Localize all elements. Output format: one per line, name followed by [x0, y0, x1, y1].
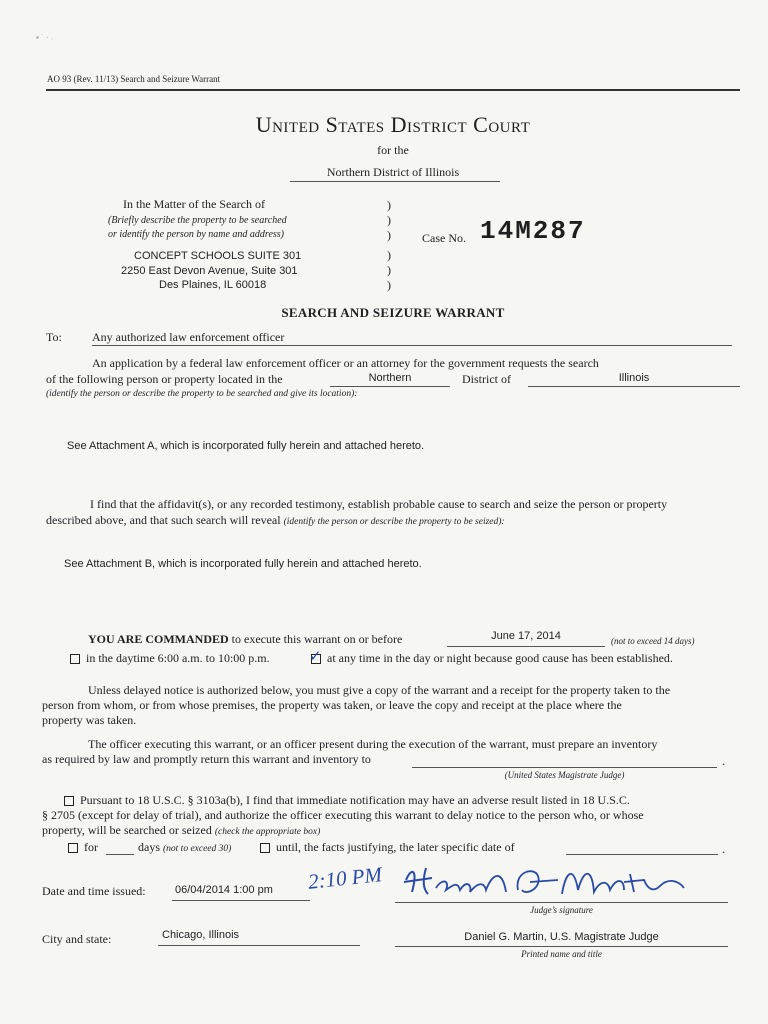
option-daytime-label: in the daytime 6:00 a.m. to 10:00 p.m. [86, 651, 270, 665]
application-note: (identify the person or describe the property to be searched and give its location): [46, 389, 358, 399]
notice-line-1: Unless delayed notice is authorized below, you must give a copy of the warrant and a receipt for the property taken to the [88, 683, 671, 697]
delay-line-1 [64, 793, 630, 808]
application-district-label: District of [462, 372, 511, 386]
application-line-2: of the following person or property located in the [46, 372, 283, 386]
delay-line-1-text: Pursuant to 18 U.S.C. § 3103a(b), I find that immediate notification may have an adverse result listed in 18 U.S.C. [80, 793, 630, 807]
until-label: until, the facts justifying, the later specific date of [276, 840, 515, 854]
judge-signature [398, 860, 693, 904]
command-date: June 17, 2014 [491, 630, 561, 642]
days-note: (not to exceed 30) [163, 844, 232, 854]
to-label: To: [46, 330, 62, 344]
application-line-1: An application by a federal law enforcement officer or an attorney for the government requests the search [92, 356, 599, 370]
delay-for-option[interactable] [68, 840, 98, 855]
matter-name: CONCEPT SCHOOLS SUITE 301 [134, 250, 302, 262]
inventory-caption: (United States Magistrate Judge) [504, 770, 625, 780]
finding-note: (identify the person or describe the property to be seized): [283, 517, 505, 527]
notice-line-3: property was taken. [42, 713, 137, 727]
option-anytime-label: at any time in the day or night because good cause has been established. [327, 651, 673, 665]
days-text [138, 840, 231, 855]
check-mark-icon: ✓ [309, 647, 322, 666]
delay-line-2: § 2705 (except for delay of trial), and authorize the officer executing this warrant to delay notice to the person who, or whose [42, 808, 644, 822]
scan-marks: ▪ ˙ · ˒ [36, 33, 54, 42]
finding-line-1: I find that the affidavit(s), or any recorded testimony, establish probable cause to search and seize the person or property [90, 497, 668, 511]
form-id: AO 93 (Rev. 11/13) Search and Seizure Warrant [47, 74, 221, 84]
days-label: days [138, 840, 160, 854]
matter-instruction-1: (Briefly describe the property to be searched [108, 215, 287, 226]
handwritten-time: 2:10 PM [306, 862, 384, 894]
days-blank[interactable] [106, 854, 134, 855]
matter-address-2: Des Plaines, IL 60018 [159, 279, 267, 291]
case-number: 14M287 [480, 216, 586, 246]
matter-heading: In the Matter of the Search of [123, 197, 265, 211]
attachment-a: See Attachment A, which is incorporated fully herein and attached hereto. [67, 440, 425, 452]
delay-line-3-text: property, will be searched or seized [42, 823, 212, 837]
matter-instruction-2: or identify the person by name and address) [108, 229, 284, 240]
inventory-line-2: as required by law and promptly return this warrant and inventory to [42, 752, 371, 766]
delay-checkbox[interactable] [64, 796, 74, 806]
city-rule [158, 945, 360, 946]
option-anytime[interactable] [309, 647, 673, 666]
matter-address-1: 2250 East Devon Avenue, Suite 301 [121, 265, 298, 277]
for-days-checkbox[interactable] [68, 843, 78, 853]
command-note: (not to exceed 14 days) [611, 636, 695, 646]
issued-value: 06/04/2014 1:00 pm [175, 884, 273, 896]
finding-line-2-text: described above, and that such search will reveal [46, 513, 281, 527]
until-date-checkbox[interactable] [260, 843, 270, 853]
until-period: . [722, 842, 725, 856]
inventory-rule [412, 767, 717, 768]
city-value: Chicago, Illinois [162, 929, 240, 941]
anytime-checkbox[interactable] [309, 647, 322, 666]
daytime-checkbox[interactable] [70, 654, 80, 664]
case-label: Case No. [422, 231, 466, 245]
application-state-value: Illinois [618, 372, 650, 384]
warrant-title: SEARCH AND SEIZURE WARRANT [281, 305, 505, 320]
inventory-period: . [722, 754, 725, 768]
court-title: United States District Court [255, 112, 531, 137]
attachment-b: See Attachment B, which is incorporated fully herein and attached hereto. [64, 558, 422, 570]
delay-line-3 [42, 823, 320, 838]
issued-rule [172, 900, 310, 901]
delay-until-option[interactable] [260, 840, 515, 855]
printed-name-rule [395, 946, 728, 947]
printed-name-caption: Printed name and title [521, 949, 602, 959]
for-the: for the [377, 143, 409, 157]
finding-line-2 [46, 513, 505, 528]
issued-label: Date and time issued: [42, 884, 146, 898]
signature-caption: Judge’s signature [530, 905, 593, 915]
state-value-rule [528, 386, 740, 387]
city-label: City and state: [42, 932, 112, 946]
command-bold: YOU ARE COMMANDED [88, 632, 229, 646]
signature-rule [395, 902, 728, 903]
command-line [88, 632, 402, 647]
judge-printed-name: Daniel G. Martin, U.S. Magistrate Judge [464, 931, 659, 943]
header-rule [46, 89, 740, 91]
district-line: Northern District of Illinois [326, 165, 460, 179]
command-text: to execute this warrant on or before [231, 632, 403, 646]
application-district-value: Northern [368, 372, 412, 384]
command-date-rule [447, 646, 605, 647]
district-value-rule [330, 386, 450, 387]
notice-line-2: person from whom, or from whose premises, the property was taken, or leave the copy and receipt at the place where the [42, 698, 622, 712]
district-rule [290, 181, 500, 182]
until-date-blank[interactable] [566, 854, 718, 855]
to-rule [92, 345, 732, 346]
delay-line-3-note: (check the appropriate box) [214, 827, 321, 837]
option-daytime[interactable] [70, 651, 270, 666]
warrant-page: ▪ ˙ · ˒ AO 93 (Rev. 11/13) Search and Seizure Warrant United States District Court for the Northern District of Illinois In the Matter of the Search of (Briefly describe the property to be searched or identify the person by name and address) CONCEPT SCHOOLS SUITE 301 2250 East Devon Avenue, Suite 301 Des Plaines, IL 60018 ) ) ) ) ) ) Case No. 14M287 SEARCH AND SEIZURE WARRANT To: Any authorized law enforcement officer An application by a federal law enforcement officer or an attorney for the government requests the search of the following person or property located in the Northern District of Illinois (identify the person or describe the property to be searched and give its location): See Attachment A, which is incorporated fully herein and attached hereto. I find that the affidavit(s), or any recorded testimony, establish probable cause to search and seize the person or property described above, and that such search will reveal (identify the person or describe the property to be seized): See Attachment B, which is incorporated fully herein and attached hereto. YOU ARE COMMANDED to execute this warrant on or before June 17, 2014 (not to exceed 14 days) in the daytime 6:00 a.m. to 10:00 p.m. ✓ at any time in the day or night because good cause has been established. Unless delayed notice is authorized below, you must give a copy of the warrant and a receipt for the property taken to the person from whom, or from whose premises, the property was taken, or leave the copy and receipt at the place where the property was taken. The officer executing this warrant, or an officer present during the execution of the warrant, must prepare an inventory as required by law and promptly return this warrant and inventory to . (United States Magistrate Judge) Pursuant to 18 U.S.C. § 3103a(b), I find that immediate notification may have an adverse result listed in 18 U.S.C. § 2705 (except for delay of trial), and authorize the officer executing this warrant to delay notice to the person who, or whose property, will be searched or seized (check the appropriate box) for days (not to exceed 30) until, the facts justifying, the later specific date of . Date and time issued: 06/04/2014 1:00 pm 2:10 PM Judge’s signature City and state: Chicago, Illinois Daniel G. Martin, U.S. Magistrate Judge Printed name and title [0, 0, 768, 1024]
inventory-line-1: The officer executing this warrant, or an officer present during the execution of the warrant, must prepare an inventory [88, 737, 658, 751]
for-label: for [84, 840, 98, 854]
to-text: Any authorized law enforcement officer [92, 330, 285, 344]
